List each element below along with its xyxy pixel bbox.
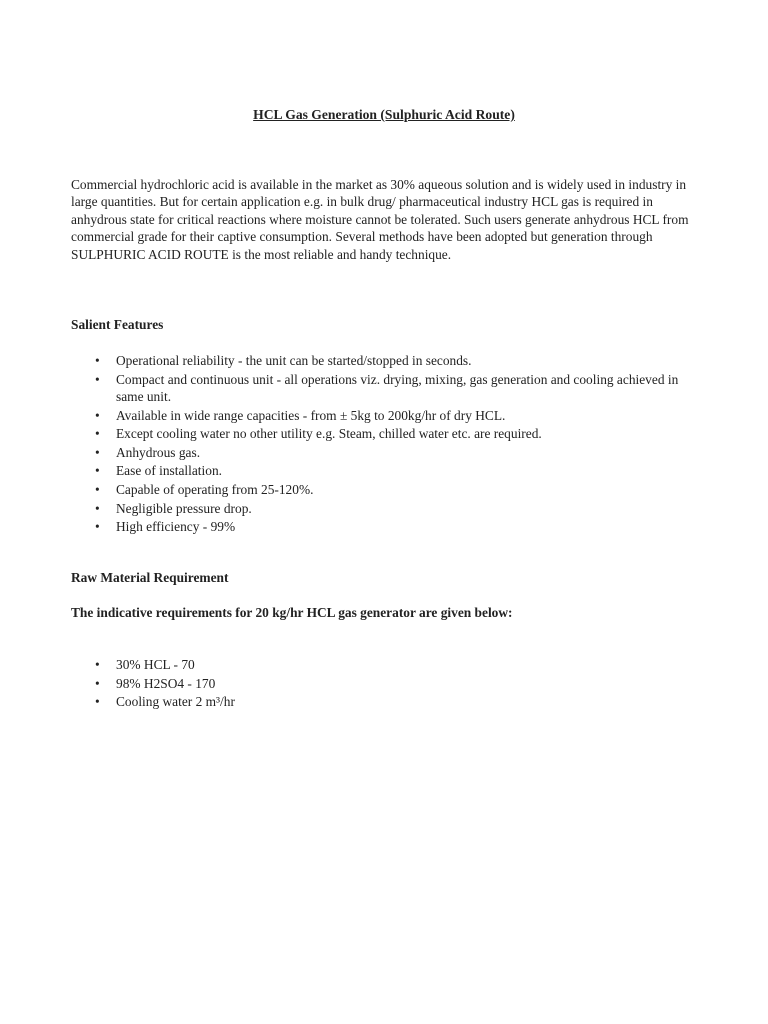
document-title: HCL Gas Generation (Sulphuric Acid Route) [253,107,515,122]
feature-text: Negligible pressure drop. [116,500,252,516]
raw-item-text: 98% H2SO4 - 170 [116,675,216,691]
list-item [95,693,695,710]
bullet-icon: • [95,519,100,535]
list-item [95,518,695,535]
list-item [95,425,695,442]
bullet-icon: • [95,657,100,672]
raw-material-heading: Raw Material Requirement [71,570,229,585]
bullet-icon: • [95,353,100,368]
list-item [95,675,695,692]
bullet-icon: • [95,426,100,442]
list-item [95,371,695,406]
feature-text: Capable of operating from 25-120%. [116,481,314,497]
feature-text: Anhydrous gas. [116,444,201,460]
salient-features-heading: Salient Features [71,317,164,332]
bullet-icon: • [95,694,100,710]
bullet-icon: • [95,407,100,423]
bullet-icon: • [95,500,100,516]
list-item [95,481,695,498]
feature-text: High efficiency - 99% [116,519,236,535]
feature-text: Ease of installation. [116,463,222,479]
bullet-icon: • [95,444,100,460]
features-list [95,352,695,537]
list-item [95,352,695,369]
indicative-requirements-heading: The indicative requirements for 20 kg/hr HCL gas generator are given below: [71,605,513,620]
bullet-icon: • [95,463,100,479]
list-item [95,462,695,479]
bullet-icon: • [95,371,100,387]
intro-paragraph: Commercial hydrochloric acid is available in the market as 30% aqueous solution and is widely used in industry in large quantities. But for certain application e.g. in bulk drug/ pharmaceutical industry HCL gas is required in anhydrous state for critical reactions where moisture cannot be tolerated. Such users generate anhydrous HCL from commercial grade for their captive consumption. Several methods have been adopted but generation through SULPHURIC ACID ROUTE is the most reliable and handy technique. [71,177,689,262]
list-item [95,500,695,517]
feature-text: Available in wide range capacities - from ± 5kg to 200kg/hr of dry HCL. [116,407,506,423]
feature-text: Compact and continuous unit - all operations viz. drying, mixing, gas generation and cooling achieved in same unit. [116,371,679,404]
bullet-icon: • [95,481,100,497]
raw-item-text: Cooling water 2 m³/hr [116,694,235,710]
list-item [95,656,695,673]
raw-item-text: 30% HCL - 70 [116,657,195,672]
list-item [95,444,695,461]
bullet-icon: • [95,675,100,691]
feature-text: Operational reliability - the unit can be started/stopped in seconds. [116,353,472,368]
feature-text: Except cooling water no other utility e.g. Steam, chilled water etc. are required. [116,426,542,442]
raw-materials-list [95,656,695,712]
list-item [95,407,695,424]
